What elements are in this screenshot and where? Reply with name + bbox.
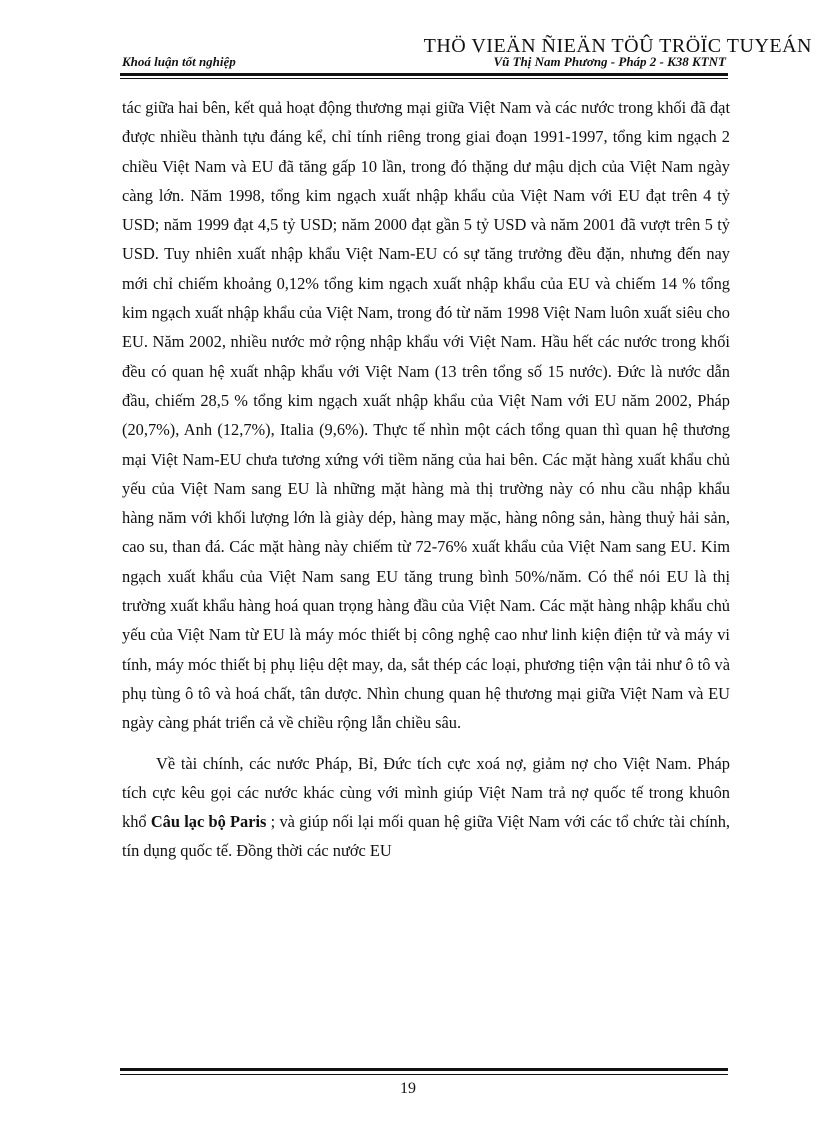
thesis-label: Khoá luận tốt nghiệp [122,54,236,69]
page-body [122,93,730,866]
header-rule-thin [120,78,728,79]
paragraph-2-text-end: ; và giúp nối lại mối quan hệ giữa Việt Nam với các tổ chức tài chính, tín dụng quốc tế. Đồng thời các nước EU [122,812,730,861]
site-watermark: THÖ VIEÄN ÑIEÄN TÖÛ TRÖÏC TUYEÁN [423,35,812,57]
footer-rule-thick [120,1068,728,1071]
body-paragraph-2 [122,749,730,866]
paris-club-term: Câu lạc bộ Paris [150,812,267,832]
page-header [122,54,726,72]
header-rule-thick [120,73,728,76]
paragraph-2-text-start: Về tài chính, các nước Pháp, Bỉ, Đức tích cực xoá nợ, giảm nợ cho Việt Nam. Pháp tích cực kêu gọi các nước khác cùng với mình giúp Việt Nam trả nợ quốc tế trong khuôn khổ [122,753,730,832]
author-info: Vũ Thị Nam Phương - Pháp 2 - K38 KTNT [493,54,726,69]
body-paragraph-1: tác giữa hai bên, kết quả hoạt động thương mại giữa Việt Nam và các nước trong khối đã đạt được nhiều thành tựu đáng kể, chỉ tính riêng trong giai đoạn 1991-1997, tổng kim ngạch 2 chiều Việt Nam và EU đã tăng gấp 10 lần, trong đó thặng dư mậu dịch của Việt Nam ngày càng lớn. Năm 1998, tổng kim ngạch xuất nhập khẩu của Việt Nam với EU đạt trên 4 tỷ USD; năm 1999 đạt 4,5 tỷ USD; năm 2000 đạt gần 5 tỷ USD và năm 2001 đã vượt trên 5 tỷ USD. Tuy nhiên xuất nhập khẩu Việt Nam-EU có sự tăng trưởng đều đặn, nhưng đến nay mới chỉ chiếm khoảng 0,12% tổng kim ngạch xuất nhập khẩu của EU và chiếm 14 % tổng kim ngạch xuất nhập khẩu của Việt Nam, trong đó từ năm 1998 Việt Nam luôn xuất siêu cho EU. Năm 2002, nhiều nước mở rộng nhập khẩu với Việt Nam. Hầu hết các nước trong khối đều có quan hệ xuất nhập khẩu với Việt Nam (13 trên tổng số 15 nước). Đức là nước dẫn đầu, chiếm 28,5 % tổng kim ngạch xuất nhập khẩu của Việt Nam với EU năm 2002, Pháp (20,7%), Anh (12,7%), Italia (9,6%). Thực tế nhìn một cách tổng quan thì quan hệ thương mại Việt Nam-EU chưa tương xứng với tiềm năng của hai bên. Các mặt hàng xuất khẩu chủ yếu của Việt Nam sang EU là những mặt hàng mà thị trường này có nhu cầu nhập khẩu hàng năm với khối lượng lớn là giày dép, hàng may mặc, hàng nông sản, hàng thuỷ hải sản, cao su, than đá. Các mặt hàng này chiếm từ 72-76% xuất khẩu của Việt Nam sang EU. Kim ngạch xuất khẩu của Việt Nam sang EU tăng trung bình 50%/năm. Có thể nói EU là thị trường xuất khẩu hàng hoá quan trọng hàng đầu của Việt Nam. Các mặt hàng nhập khẩu chủ yếu của Việt Nam từ EU là máy móc thiết bị công nghệ cao như linh kiện điện tử và máy vi tính, máy móc thiết bị phụ liệu dệt may, da, sắt thép các loại, phương tiện vận tải như ô tô và phụ tùng ô tô và hoá chất, tân dược. Nhìn chung quan hệ thương mại giữa Việt Nam và EU ngày càng phát triển cả về chiều rộng lẫn chiều sâu. [122,98,730,733]
footer-rule-thin [120,1074,728,1075]
page-number: 19 [400,1080,416,1097]
